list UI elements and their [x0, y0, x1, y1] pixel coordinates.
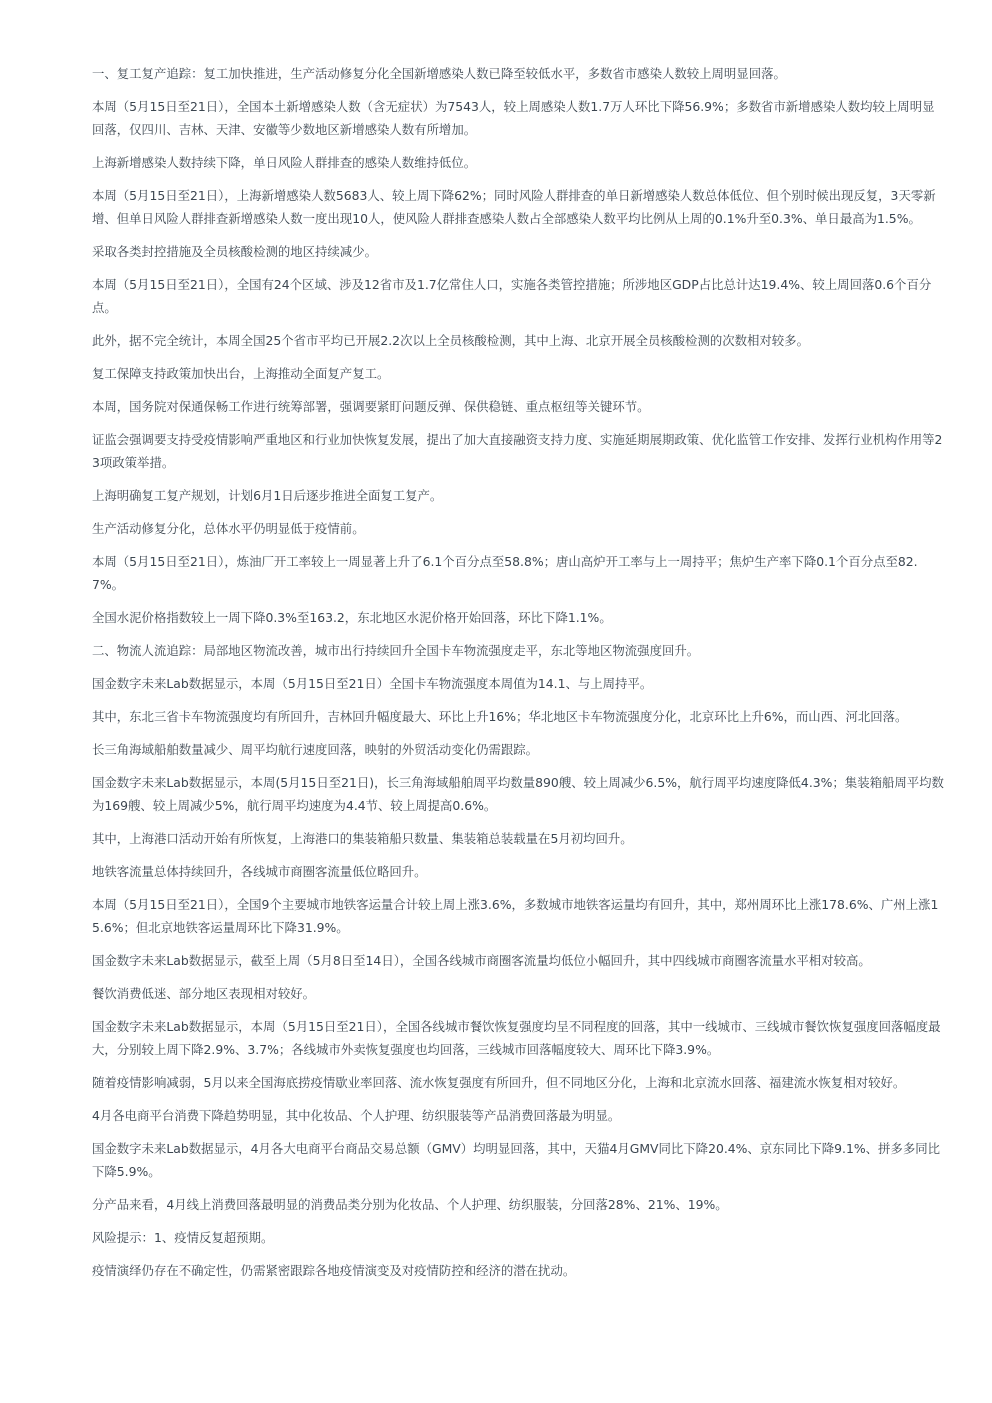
- paragraph-5: 采取各类封控措施及全员核酸检测的地区持续减少。: [92, 244, 377, 259]
- paragraph-29: 分产品来看，4月线上消费回落最明显的消费品类分别为化妆品、个人护理、纺织服装，分回落28%、21%、19%。: [92, 1197, 728, 1212]
- paragraph-22: 本周（5月15日至21日），全国9个主要城市地铁客运量合计较上周上涨3.6%，多数城市地铁客运量均有回升，其中，郑州周环比上涨178.6%、广州上涨15.6%；但北京地铁客运量周环比下降31.9%。: [92, 897, 939, 935]
- paragraph-25: 国金数字未来Lab数据显示，本周（5月15日至21日），全国各线城市餐饮恢复强度均呈不同程度的回落，其中一线城市、三线城市餐饮恢复强度回落幅度最大，分别较上周下降2.9%、3.7%；各线城市外卖恢复强度也均回落，三线城市回落幅度较大、周环比下降3.9%。: [92, 1019, 941, 1057]
- paragraph-30: 风险提示：1、疫情反复超预期。: [92, 1230, 274, 1245]
- paragraph-28: 国金数字未来Lab数据显示，4月各大电商平台商品交易总额（GMV）均明显回落，其中，天猫4月GMV同比下降20.4%、京东同比下降9.1%、拼多多同比下降5.9%。: [92, 1141, 940, 1179]
- paragraph-3: 上海新增感染人数持续下降，单日风险人群排查的感染人数维持低位。: [92, 155, 477, 170]
- paragraph-17: 其中，东北三省卡车物流强度均有所回升，吉林回升幅度最大、环比上升16%；华北地区卡车物流强度分化，北京环比上升6%，而山西、河北回落。: [92, 709, 908, 724]
- paragraph-16: 国金数字未来Lab数据显示，本周（5月15日至21日）全国卡车物流强度本周值为14.1、与上周持平。: [92, 676, 653, 691]
- paragraph-23: 国金数字未来Lab数据显示，截至上周（5月8日至14日），全国各线城市商圈客流量均低位小幅回升，其中四线城市商圈客流量水平相对较高。: [92, 953, 871, 968]
- paragraph-21: 地铁客流量总体持续回升，各线城市商圈客流量低位略回升。: [92, 864, 427, 879]
- paragraph-18: 长三角海域船舶数量减少、周平均航行速度回落，映射的外贸活动变化仍需跟踪。: [92, 742, 539, 757]
- paragraph-11: 上海明确复工复产规划，计划6月1日后逐步推进全面复工复产。: [92, 488, 443, 503]
- paragraph-12: 生产活动修复分化，总体水平仍明显低于疫情前。: [92, 521, 365, 536]
- paragraph-6: 本周（5月15日至21日），全国有24个区域、涉及12省市及1.7亿常住人口，实施各类管控措施；所涉地区GDP占比总计达19.4%、较上周回落0.6个百分点。: [92, 277, 932, 315]
- paragraph-27: 4月各电商平台消费下降趋势明显，其中化妆品、个人护理、纺织服装等产品消费回落最为明显。: [92, 1108, 621, 1123]
- paragraph-2: 本周（5月15日至21日），全国本土新增感染人数（含无症状）为7543人，较上周感染人数1.7万人环比下降56.9%；多数省市新增感染人数均较上周明显回落，仅四川、吉林、天津、安徽等少数地区新增感染人数有所增加。: [92, 99, 935, 137]
- paragraph-9: 本周，国务院对保通保畅工作进行统筹部署，强调要紧盯问题反弹、保供稳链、重点枢纽等关键环节。: [92, 399, 650, 414]
- paragraph-14: 全国水泥价格指数较上一周下降0.3%至163.2，东北地区水泥价格开始回落，环比下降1.1%。: [92, 610, 612, 625]
- paragraph-24: 餐饮消费低迷、部分地区表现相对较好。: [92, 986, 316, 1001]
- paragraph-4: 本周（5月15日至21日），上海新增感染人数5683人、较上周下降62%；同时风险人群排查的单日新增感染人数总体低位、但个别时候出现反复，3天零新增、但单日风险人群排查新增感染人数一度出现10人，使风险人群排查感染人数占全部感染人数平均比例从上周的0.1%升至0.3%、单日最高为1.5%。: [92, 188, 936, 226]
- paragraph-26: 随着疫情影响减弱，5月以来全国海底捞疫情歇业率回落、流水恢复强度有所回升，但不同地区分化，上海和北京流水回落、福建流水恢复相对较好。: [92, 1075, 906, 1090]
- paragraph-1: 一、复工复产追踪：复工加快推进，生产活动修复分化全国新增感染人数已降至较低水平，多数省市感染人数较上周明显回落。: [92, 66, 786, 81]
- paragraph-7: 此外，据不完全统计，本周全国25个省市平均已开展2.2次以上全员核酸检测，其中上海、北京开展全员核酸检测的次数相对较多。: [92, 333, 809, 348]
- paragraph-8: 复工保障支持政策加快出台，上海推动全面复产复工。: [92, 366, 390, 381]
- document-body: [92, 62, 944, 1292]
- paragraph-19: 国金数字未来Lab数据显示，本周(5月15日至21日)，长三角海域船舶周平均数量890艘、较上周减少6.5%，航行周平均速度降低4.3%；集装箱船周平均数为169艘、较上周减少5%，航行周平均速度为4.4节、较上周提高0.6%。: [92, 775, 944, 813]
- paragraph-31: 疫情演绎仍存在不确定性，仍需紧密跟踪各地疫情演变及对疫情防控和经济的潜在扰动。: [92, 1263, 576, 1278]
- paragraph-10: 证监会强调要支持受疫情影响严重地区和行业加快恢复发展，提出了加大直接融资支持力度、实施延期展期政策、优化监管工作安排、发挥行业机构作用等23项政策举措。: [92, 432, 943, 470]
- paragraph-20: 其中，上海港口活动开始有所恢复，上海港口的集装箱船只数量、集装箱总装载量在5月初均回升。: [92, 831, 633, 846]
- paragraph-15: 二、物流人流追踪：局部地区物流改善，城市出行持续回升全国卡车物流强度走平，东北等地区物流强度回升。: [92, 643, 700, 658]
- paragraph-13: 本周（5月15日至21日），炼油厂开工率较上一周显著上升了6.1个百分点至58.8%；唐山高炉开工率与上一周持平；焦炉生产率下降0.1个百分点至82.7%。: [92, 554, 918, 592]
